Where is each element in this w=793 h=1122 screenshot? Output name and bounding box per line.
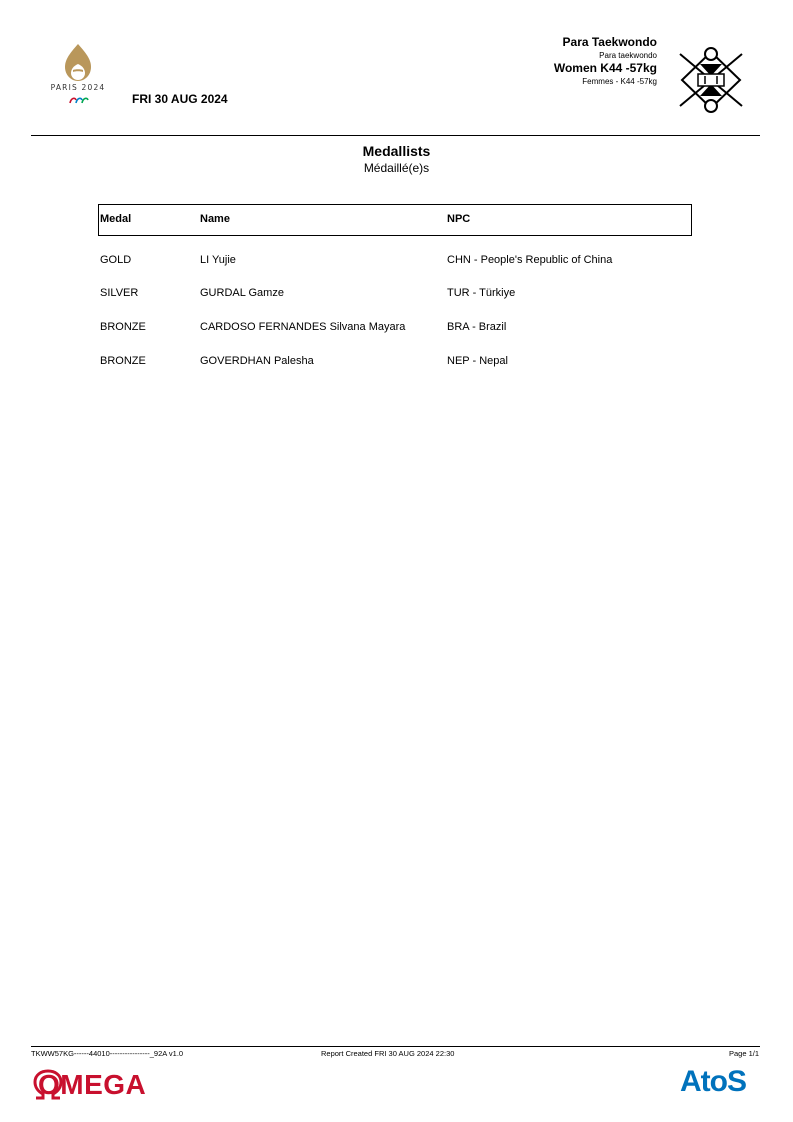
name-cell: LI Yujie <box>200 254 236 266</box>
table-row <box>100 287 690 303</box>
medal-cell: BRONZE <box>100 321 146 333</box>
report-created: Report Created FRI 30 AUG 2024 22:30 <box>321 1049 455 1058</box>
event-header <box>554 35 657 87</box>
paris-2024-flame-icon <box>61 44 95 82</box>
paris-2024-logo <box>48 44 108 110</box>
table-row <box>100 355 690 371</box>
table-header <box>98 204 692 236</box>
event-name-fr: Femmes - K44 -57kg <box>582 77 657 86</box>
npc-cell: BRA - Brazil <box>447 321 507 333</box>
atos-logo: AtoS <box>680 1065 746 1098</box>
name-cell: CARDOSO FERNANDES Silvana Mayara <box>200 321 406 333</box>
logo-text: PARIS 2024 <box>50 83 106 92</box>
footer-divider <box>31 1046 760 1047</box>
medal-cell: SILVER <box>100 287 139 299</box>
npc-cell: TUR - Türkiye <box>447 287 516 299</box>
page-number: Page 1/1 <box>728 1049 759 1058</box>
table-row <box>100 321 690 337</box>
name-cell: GURDAL Gamze <box>200 287 284 299</box>
page-title: Medallists <box>362 143 431 159</box>
medal-cell: BRONZE <box>100 355 146 367</box>
report-code: TKWW57KG------44010----------------_92A v1.0 <box>31 1049 184 1058</box>
sport-name-en: Para Taekwondo <box>562 35 657 49</box>
page-subtitle: Médaillé(e)s <box>363 161 430 175</box>
npc-cell: NEP - Nepal <box>447 355 508 367</box>
sport-name-fr: Para taekwondo <box>599 51 657 60</box>
table-row <box>100 254 690 270</box>
event-name-en: Women K44 -57kg <box>553 61 657 75</box>
column-header-npc: NPC <box>447 213 471 225</box>
npc-cell: CHN - People's Republic of China <box>447 254 613 266</box>
omega-logo: OMEGA <box>38 1069 147 1100</box>
name-cell: GOVERDHAN Palesha <box>200 355 314 367</box>
report-date: FRI 30 AUG 2024 <box>132 92 228 106</box>
column-header-name: Name <box>200 213 230 225</box>
agitos-icon <box>68 95 90 105</box>
taekwondo-pictogram-icon <box>678 44 744 114</box>
header-divider <box>31 135 760 136</box>
column-header-medal: Medal <box>100 213 132 225</box>
medal-cell: GOLD <box>100 254 132 266</box>
